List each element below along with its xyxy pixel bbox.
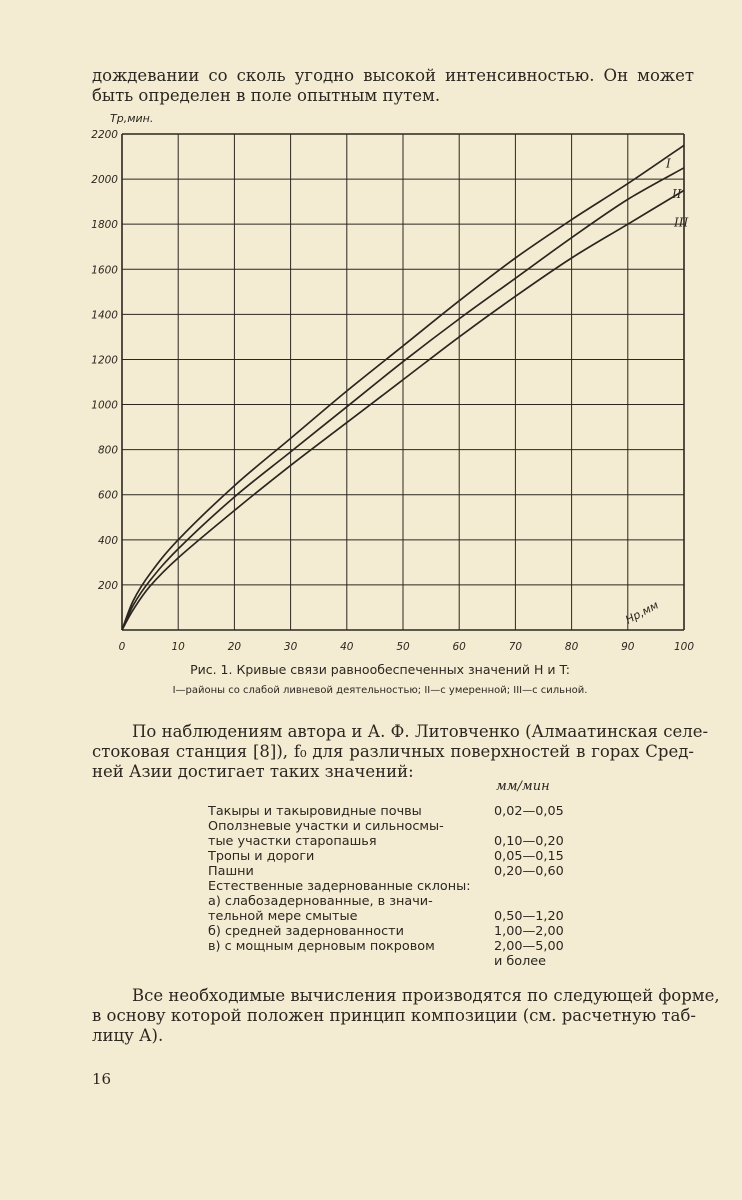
surface-name: Пашни — [208, 864, 254, 879]
series-label: I — [666, 156, 671, 171]
surface-value: 0,02—0,05 — [494, 804, 564, 819]
text-line: в основу которой положен принцип композиции (см. расчетную таб- — [92, 1006, 696, 1025]
figure-chart — [80, 108, 700, 660]
x-tick-label: 90 — [621, 641, 635, 653]
table-row — [208, 909, 584, 924]
surface-name: а) слабозадернованные, в значи- — [208, 894, 433, 909]
closing-paragraph — [92, 986, 720, 1046]
x-tick-label: 20 — [227, 641, 242, 653]
y-tick-label: 1600 — [91, 264, 118, 277]
intro-paragraph — [92, 66, 694, 106]
text-line: Все необходимые вычисления производятся по следующей форме, — [132, 986, 720, 1005]
surface-name: Тропы и дороги — [208, 849, 315, 864]
surface-name: в) с мощным дерновым покровом — [208, 939, 435, 954]
surface-value — [494, 894, 584, 909]
x-tick-label: 80 — [564, 641, 579, 653]
series-label: II — [672, 186, 682, 201]
x-tick-label: 70 — [508, 641, 523, 653]
y-tick-label: 400 — [97, 534, 118, 547]
surface-values-table — [208, 804, 584, 969]
figure-caption: Рис. 1. Кривые связи равнообеспеченных значений H и T: — [190, 662, 570, 677]
page-number: 16 — [92, 1070, 112, 1088]
x-axis-title: Hp,мм — [623, 598, 661, 627]
surface-value: 0,50—1,20 — [494, 909, 564, 924]
y-tick-label: 1000 — [91, 399, 118, 412]
text-line: лицу А). — [92, 1026, 164, 1045]
surface-value: 2,00—5,00 — [494, 939, 564, 954]
table-row — [208, 939, 584, 954]
y-tick-labels — [91, 129, 118, 592]
x-tick-label: 0 — [118, 641, 126, 653]
y-tick-label: 600 — [97, 489, 118, 502]
table-row — [208, 849, 584, 864]
table-row — [208, 954, 584, 969]
surface-table-body — [208, 804, 584, 969]
text-line: ней Азии достигает таких значений: — [92, 762, 414, 781]
table-row — [208, 834, 584, 849]
x-tick-label: 10 — [171, 641, 185, 653]
surface-value — [494, 819, 584, 834]
table-row — [208, 894, 584, 909]
x-tick-label: 60 — [452, 641, 466, 653]
table-row — [208, 879, 584, 894]
y-tick-label: 800 — [97, 444, 118, 457]
table-row — [208, 924, 584, 939]
surface-name: б) средней задернованности — [208, 924, 404, 939]
text-line: дождевании со сколь угодно высокой интенсивностью. Он может — [92, 66, 694, 85]
table-row — [208, 804, 584, 819]
surface-value: и более — [494, 954, 547, 969]
y-tick-label: 1800 — [91, 219, 118, 232]
observations-paragraph — [92, 722, 709, 782]
text-line: стоковая станция [8]), f₀ для различных поверхностей в горах Сред- — [92, 742, 694, 761]
x-tick-label: 30 — [283, 641, 298, 653]
y-tick-label: 2200 — [91, 129, 118, 141]
surface-name: тые участки старопашья — [208, 834, 377, 849]
y-axis-title: Tp,мин. — [110, 112, 154, 125]
y-tick-label: 1200 — [91, 354, 118, 367]
surface-value: 1,00—2,00 — [494, 924, 564, 939]
series-label: III — [674, 215, 689, 230]
table-row — [208, 864, 584, 879]
y-tick-label: 1400 — [91, 309, 118, 322]
surface-value: 0,20—0,60 — [494, 864, 564, 879]
curve-labels — [665, 156, 688, 229]
surface-value: 0,10—0,20 — [494, 834, 564, 849]
chart-svg — [80, 108, 700, 660]
surface-name: Такыры и такыровидные почвы — [208, 804, 422, 819]
surface-name — [208, 954, 494, 969]
table-row — [208, 819, 584, 834]
x-tick-label: 100 — [673, 641, 695, 653]
y-tick-label: 200 — [97, 579, 118, 592]
x-tick-label: 40 — [340, 641, 354, 653]
surface-name: Естественные задернованные склоны: — [208, 879, 471, 894]
surface-value: 0,05—0,15 — [494, 849, 564, 864]
surface-value — [494, 879, 584, 894]
x-tick-label: 50 — [396, 641, 410, 653]
text-line: быть определен в поле опытным путем. — [92, 86, 441, 105]
text-line: По наблюдениям автора и А. Ф. Литовченко (Алмаатинская селе- — [132, 722, 709, 741]
chart-grid — [122, 134, 684, 630]
surface-name: тельной мере смытые — [208, 909, 358, 924]
units-label: мм/мин — [496, 779, 550, 794]
figure-legend: I—районы со слабой ливневой деятельностью; II—с умеренной; III—с сильной. — [172, 685, 588, 696]
surface-name: Оползневые участки и сильносмы- — [208, 819, 444, 834]
x-tick-labels — [119, 641, 695, 653]
y-tick-label: 2000 — [91, 174, 118, 187]
